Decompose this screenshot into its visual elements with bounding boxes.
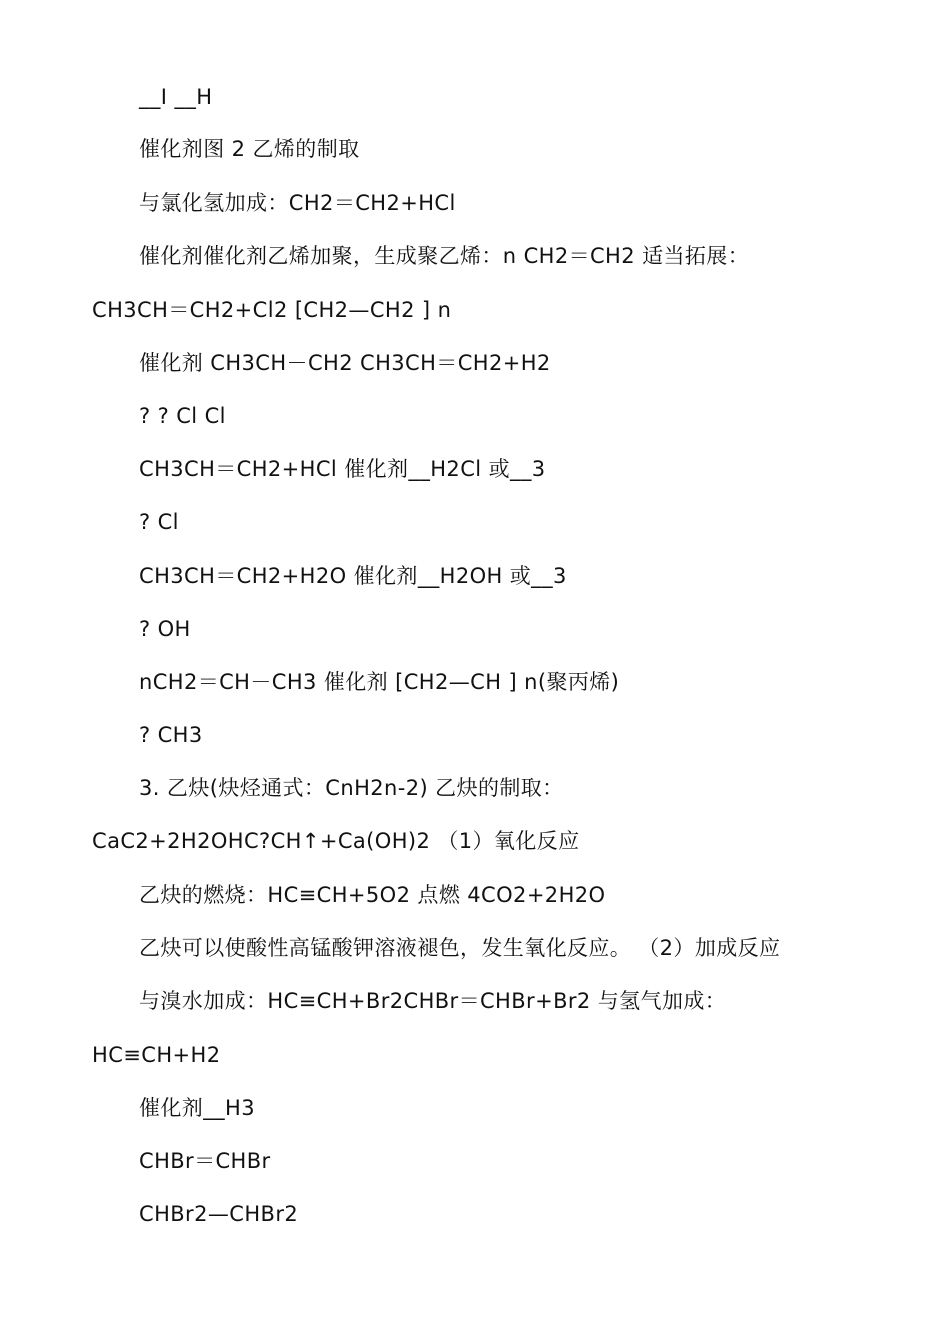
text-line: 与溴水加成：HC≡CH+Br2CHBr＝CHBr+Br2 与氢气加成： [139,989,727,1013]
text-line: 催化剂__H3 [139,1096,255,1120]
text-line: CHBr2—CHBr2 [139,1202,299,1226]
text-line: CaC2+2H2OHC?CH↑+Ca(OH)2 （1）氧化反应 [92,829,580,853]
text-line: CHBr＝CHBr [139,1149,271,1173]
text-line: CH3CH＝CH2+Cl2 [CH2—CH2 ] n [92,298,452,322]
text-line: ? CH3 [139,723,203,747]
text-line: __I __H [139,85,213,109]
text-line: nCH2＝CH－CH3 催化剂 [CH2—CH ] n(聚丙烯) [139,670,620,694]
text-line: 3. 乙炔(炔烃通式：CnH2n-2) 乙炔的制取： [139,776,564,800]
text-line: 乙炔可以使酸性高锰酸钾溶液褪色，发生氧化反应。 （2）加成反应 [139,936,781,960]
text-line: CH3CH＝CH2+HCl 催化剂__H2Cl 或__3 [139,457,546,481]
text-line: HC≡CH+H2 [92,1043,221,1067]
text-line: ? Cl [139,510,179,534]
text-line: 乙炔的燃烧：HC≡CH+5O2 点燃 4CO2+2H2O [139,883,606,907]
text-line: CH3CH＝CH2+H2O 催化剂__H2OH 或__3 [139,564,567,588]
text-line: 催化剂 CH3CH－CH2 CH3CH＝CH2+H2 [139,351,551,375]
text-line: 催化剂催化剂乙烯加聚，生成聚乙烯：n CH2＝CH2 适当拓展： [139,244,750,268]
text-line: ? ? Cl Cl [139,404,226,428]
text-line: 催化剂图 2 乙烯的制取 [139,137,360,161]
text-line: 与氯化氢加成：CH2＝CH2+HCl [139,191,456,215]
text-line: ? OH [139,617,191,641]
